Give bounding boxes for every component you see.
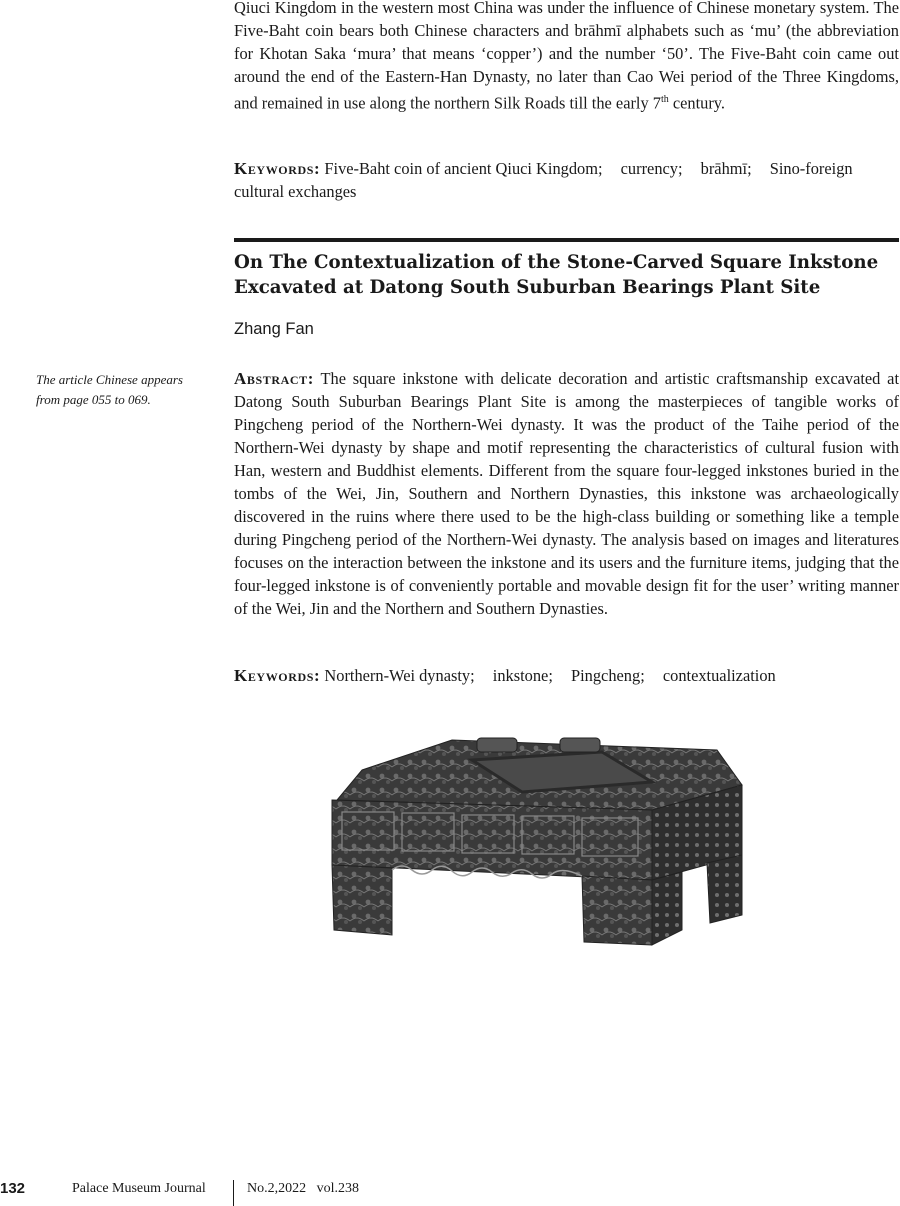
keyword-item: Five-Baht coin of ancient Qiuci Kingdom; [324, 159, 603, 178]
inkstone-photo [322, 730, 752, 950]
keyword-item: inkstone; [492, 666, 553, 685]
article1-abstract-main: Qiuci Kingdom in the western most China was under the influence of Chinese monetary system. The Five-Baht coin bears both Chinese characters and brāhmī alphabets such as ‘mu’ (the abbreviation for Khotan Saka ‘mura’ that means ‘copper’) and the number ‘50’. The Five-Baht coin came out around the end of the Eastern-Han Dynasty, no later than Cao Wei period of the Three Kingdoms, and remained in use along the northern Silk Roads till the early 7 [234, 0, 899, 113]
corner-block [477, 738, 517, 752]
article-title: On The Contextualization of the Stone-Carved Square Inkstone Excavated at Datong South Suburban Bearings Plant Site [234, 252, 879, 298]
article1-abstract-block [234, 0, 899, 114]
inkstone-leg [707, 855, 742, 923]
keywords-label: Keywords: [234, 666, 321, 685]
article2-abstract [234, 367, 899, 620]
inkstone-leg [652, 872, 682, 945]
abstract-text: The square inkstone with delicate decoration and artistic craftsmanship excavated at Datong South Suburban Bearings Plant Site is among the masterpieces of tangible works of Pingcheng period of the Northern-Wei dynasty. It was the product of the Taihe period of the Northern-Wei dynasty by shape and motif representing the characteristics of cultural fusion with Han, western and Buddhist elements. Different from the square four-legged inkstones buried in the tombs of the Wei, Jin, Southern and Northern Dynasties, this inkstone was archaeologically discovered in the ruins where there used to be the high-class building or something like a temple during Pingcheng period of the Northern-Wei dynasty. The analysis based on images and literatures focuses on the interaction between the inkstone and its users and the furniture items, judging that the four-legged inkstone is of conveniently portable and movable design fit for the user’ writing manner of the Wei, Jin and the Northern and Southern Dynasties. [234, 369, 899, 618]
sidenote: The article Chinese appears from page 055 to 069. [36, 372, 183, 407]
keyword-item: Sino-foreign cultural exchanges [234, 159, 853, 201]
keyword-item: brāhmī; [700, 159, 752, 178]
article1-abstract-end: century. [668, 93, 726, 113]
keywords-label: Keywords: [234, 159, 321, 178]
section-divider [234, 238, 899, 242]
abstract-label: Abstract: [234, 369, 315, 388]
inkstone-leg [332, 865, 392, 935]
superscript-th: th [660, 94, 669, 105]
inkstone-leg [582, 876, 652, 945]
journal-name: Palace Museum Journal [72, 1181, 206, 1196]
keyword-item: contextualization [662, 666, 776, 685]
article2-keywords [234, 664, 899, 687]
page-number: 132 [0, 1180, 26, 1197]
article-author: Zhang Fan [234, 320, 314, 338]
article2-abstract-block [234, 367, 899, 620]
article2-keywords-block [234, 664, 899, 687]
footer-divider [233, 1180, 234, 1206]
corner-block [560, 738, 600, 752]
article1-keywords-block [234, 157, 899, 203]
keyword-item: Northern-Wei dynasty; [324, 666, 475, 685]
keyword-item: Pingcheng; [571, 666, 645, 685]
article1-keywords [234, 157, 899, 203]
keyword-item: currency; [620, 159, 683, 178]
issue-info: No.2,2022 vol.238 [247, 1181, 359, 1196]
article1-abstract-text [234, 0, 899, 114]
